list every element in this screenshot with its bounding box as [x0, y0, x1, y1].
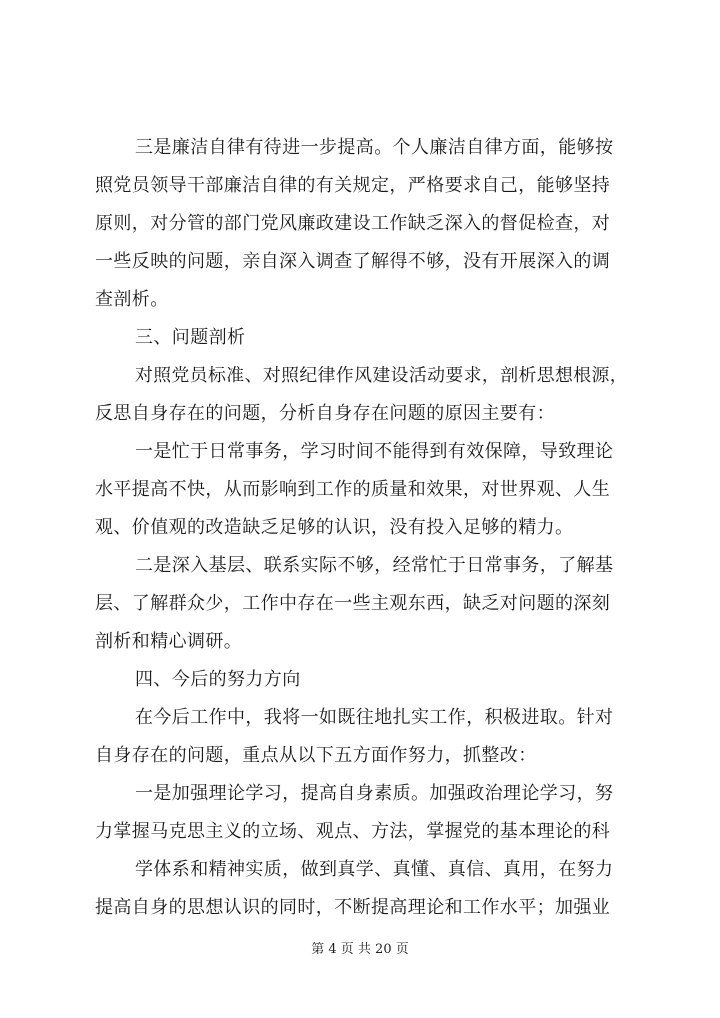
text-line: 提高自身的思想认识的同时，不断提高理论和工作水平；加强业 — [95, 897, 611, 918]
text-line: 观、价值观的改造缺乏足够的认识，没有投入足够的精力。 — [95, 517, 574, 538]
text-line: 学体系和精神实质，做到真学、真懂、真信、真用，在努力 — [135, 859, 614, 880]
text-line: 三是廉洁自律有待进一步提高。个人廉洁自律方面，能够按 — [135, 137, 614, 158]
text-line: 自身存在的问题，重点从以下五方面作努力，抓整改： — [95, 745, 537, 766]
text-line: 对照党员标准、对照纪律作风建设活动要求，剖析思想根源， — [135, 365, 629, 386]
text-line: 反思自身存在的问题，分析自身存在问题的原因主要有： — [95, 403, 555, 424]
page-number-footer: 第 4 页 共 20 页 — [311, 942, 409, 957]
section-heading: 三、问题剖析 — [135, 327, 246, 348]
text-line: 原则，对分管的部门党风廉政建设工作缺乏深入的督促检查，对 — [95, 213, 611, 234]
text-line: 剖析和精心调研。 — [95, 631, 243, 652]
text-line: 一些反映的问题，亲自深入调查了解得不够，没有开展深入的调 — [95, 251, 611, 272]
text-line: 查剖析。 — [95, 289, 169, 310]
text-line: 照党员领导干部廉洁自律的有关规定，严格要求自己，能够坚持 — [95, 175, 611, 196]
text-line: 层、了解群众少，工作中存在一些主观东西，缺乏对问题的深刻 — [95, 593, 611, 614]
text-line: 水平提高不快，从而影响到工作的质量和效果，对世界观、人生 — [95, 479, 611, 500]
text-line: 一是忙于日常事务，学习时间不能得到有效保障，导致理论 — [135, 441, 614, 462]
text-line: 在今后工作中，我将一如既往地扎实工作，积极进取。针对 — [135, 707, 614, 728]
text-line: 二是深入基层、联系实际不够，经常忙于日常事务，了解基 — [135, 555, 614, 576]
text-line: 一是加强理论学习，提高自身素质。加强政治理论学习，努 — [135, 783, 614, 804]
text-line: 力掌握马克思主义的立场、观点、方法，掌握党的基本理论的科 — [95, 821, 611, 842]
section-heading: 四、今后的努力方向 — [135, 669, 301, 690]
